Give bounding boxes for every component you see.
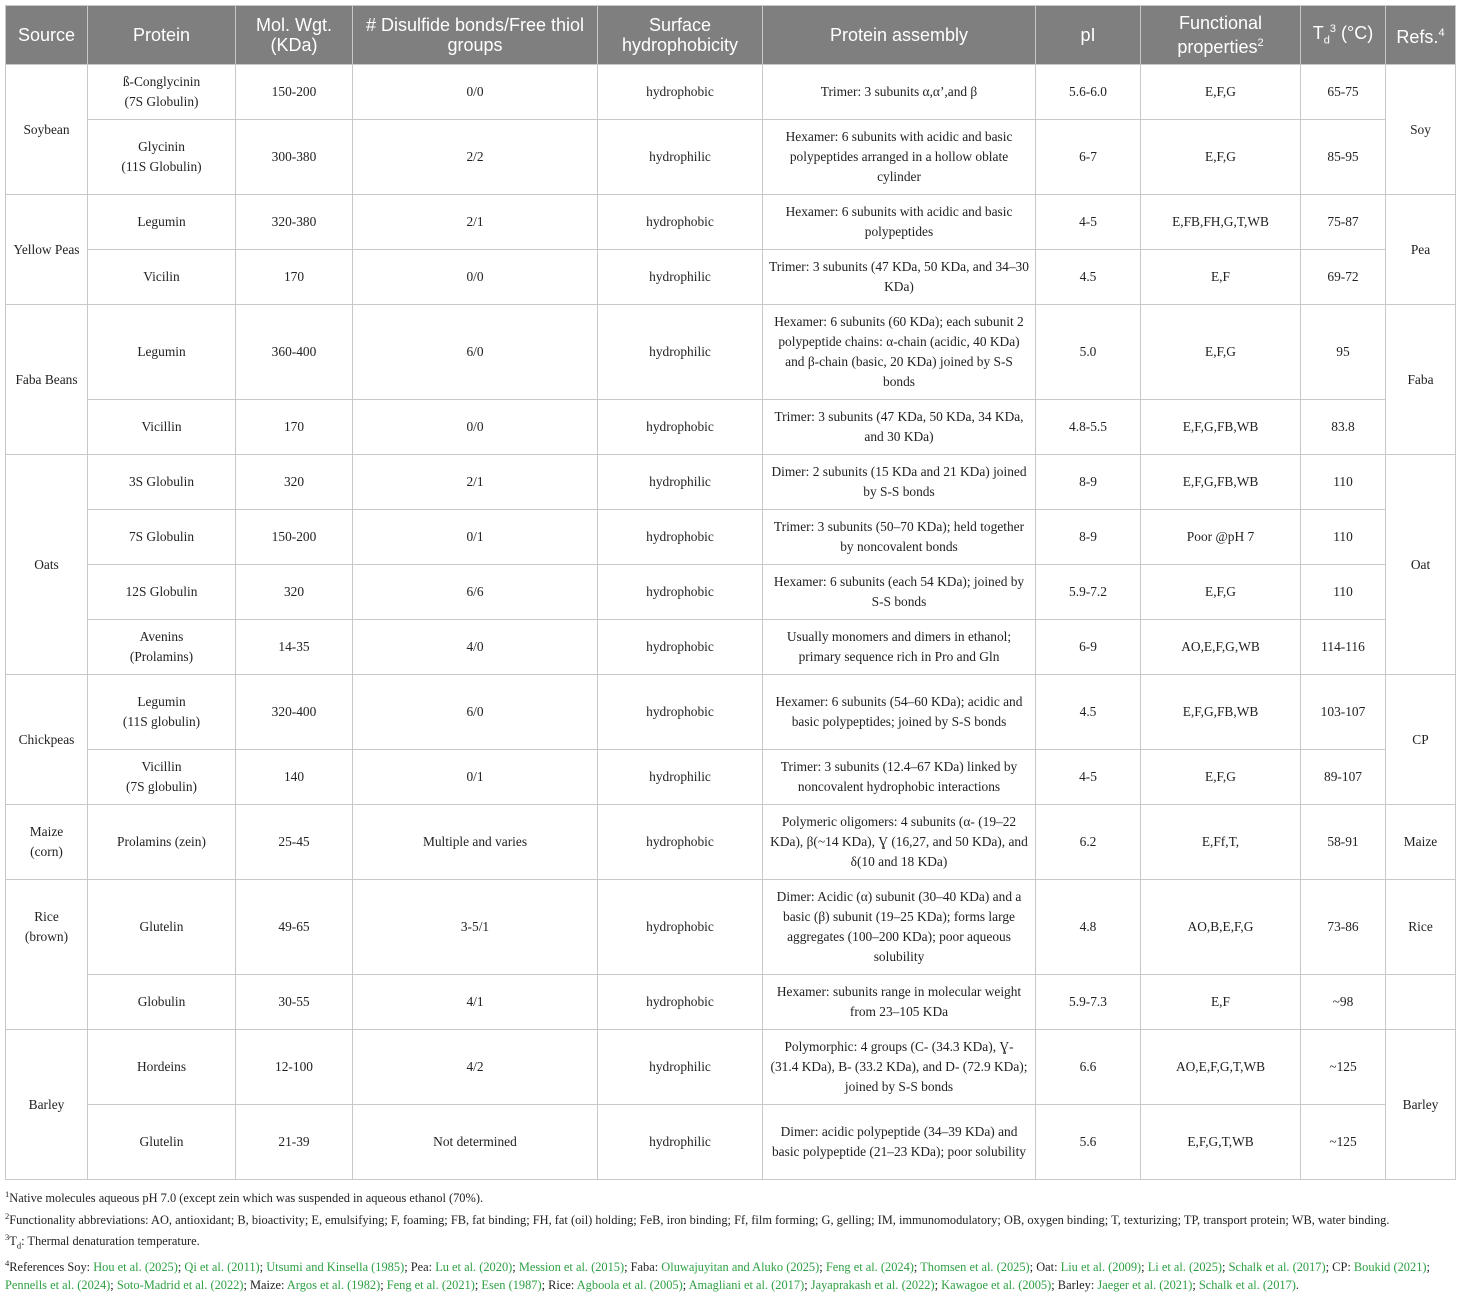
disulfide-cell: 6/6 (353, 565, 598, 620)
refs-cell: Pea (1386, 195, 1456, 305)
reference-link[interactable]: Esen (1987) (481, 1277, 542, 1292)
protein-cell: Prolamins (zein) (88, 805, 236, 880)
header-refs-text: Refs. (1396, 27, 1439, 47)
table-row (6, 455, 1456, 510)
td-cell: 83.8 (1301, 400, 1386, 455)
protein-cell: Globulin (88, 975, 236, 1030)
reference-link[interactable]: Liu et al. (2009) (1060, 1260, 1142, 1275)
disulfide-cell: 4/1 (353, 975, 598, 1030)
td-cell: 114-116 (1301, 620, 1386, 675)
pi-cell: 8-9 (1036, 455, 1141, 510)
td-cell: ~125 (1301, 1030, 1386, 1105)
protein-cell: Legumin (88, 305, 236, 400)
refs-cell: Maize (1386, 805, 1456, 880)
pi-cell: 6.2 (1036, 805, 1141, 880)
functional-cell: E,F,G,FB,WB (1141, 400, 1301, 455)
functional-cell: AO,B,E,F,G (1141, 880, 1301, 975)
pi-cell: 8-9 (1036, 510, 1141, 565)
assembly-cell: Dimer: 2 subunits (15 KDa and 21 KDa) joined by S-S bonds (763, 455, 1036, 510)
disulfide-cell: 2/1 (353, 195, 598, 250)
disulfide-cell: 0/0 (353, 250, 598, 305)
footnote-4-marker: 4 (5, 1258, 10, 1269)
protein-cell: Legumin (88, 195, 236, 250)
td-cell: 58-91 (1301, 805, 1386, 880)
table-row (6, 510, 1456, 565)
td-cell: 110 (1301, 455, 1386, 510)
table-footnotes (5, 1186, 1455, 1294)
td-cell: ~98 (1301, 975, 1386, 1030)
functional-cell: E,Ff,T, (1141, 805, 1301, 880)
refs-cell: Oat (1386, 455, 1456, 675)
source-cell: Yellow Peas (6, 195, 88, 305)
footnote-4: $^4$References Soy: Hou et al. (2025); Qi et al. (2011); Utsumi and Kinsella (1985); Pea: Lu et al. (2020); Mession et al. (2015); Faba: Oluwajuyitan and Aluko (2025); Feng et al. (2024); Thomsen et al. (2025); Oat: Liu et al. (2009); Li et al. (2025); Schalk et al. (2017); CP: Boukid (2021); Pennells et al. (2024); Soto-Madrid et al. (2022); Maize: Argos et al. (1982); Feng et al. (2021); Esen (1987); Rice: Agboola et al. (2005); Amagliani et al. (2017); Jayaprakash et al. (2022); Kawagoe et al. (2005); Barley: Jaeger et al. (2021); Schalk et al. (2017). (5, 1258, 1430, 1292)
footnote-3-t: T (9, 1234, 17, 1249)
mol-wgt-cell: 49-65 (236, 880, 353, 975)
refs-cp-label: ; CP: (1325, 1260, 1354, 1275)
header-protein: Protein (88, 6, 236, 65)
pi-cell: 5.6-6.0 (1036, 65, 1141, 120)
td-cell: 85-95 (1301, 120, 1386, 195)
assembly-cell: Hexamer: subunits range in molecular weight from 23–105 KDa (763, 975, 1036, 1030)
reference-link[interactable]: Hou et al. (2025) (93, 1260, 178, 1275)
mol-wgt-cell: 12-100 (236, 1030, 353, 1105)
disulfide-cell: 4/0 (353, 620, 598, 675)
header-functional-text: Functional properties (1177, 13, 1263, 57)
assembly-cell: Trimer: 3 subunits α,α’,and β (763, 65, 1036, 120)
reference-link[interactable]: Qi et al. (2011) (184, 1260, 260, 1275)
hydrophobicity-cell: hydrophobic (598, 620, 763, 675)
assembly-cell: Polymeric oligomers: 4 subunits (α- (19–22 KDa), β(~14 KDa), Ɣ (16,27, and 50 KDa), and δ(10 and 18 KDa) (763, 805, 1036, 880)
assembly-cell: Hexamer: 6 subunits (each 54 KDa); joined by S-S bonds (763, 565, 1036, 620)
refs-cell-empty (1386, 975, 1456, 1030)
reference-link[interactable]: Jaeger et al. (2021) (1097, 1277, 1193, 1292)
mol-wgt-cell: 140 (236, 750, 353, 805)
pi-cell: 5.9-7.2 (1036, 565, 1141, 620)
header-td-sup: 3 (1329, 23, 1337, 36)
reference-link[interactable]: Argos et al. (1982) (286, 1277, 381, 1292)
footnote-3-sub: d (16, 1240, 22, 1251)
td-cell: 110 (1301, 565, 1386, 620)
table-row (6, 565, 1456, 620)
hydrophobicity-cell: hydrophilic (598, 455, 763, 510)
pi-cell: 5.6 (1036, 1105, 1141, 1180)
protein-table (5, 5, 1456, 1180)
protein-cell: Legumin (11S globulin) (88, 675, 236, 750)
assembly-cell: Hexamer: 6 subunits (54–60 KDa); acidic and basic polypeptides; joined by S-S bonds (763, 675, 1036, 750)
footnote-2-marker: 2 (5, 1210, 10, 1221)
source-cell: Chickpeas (6, 675, 88, 805)
functional-cell: E,F,G (1141, 565, 1301, 620)
disulfide-cell: 0/1 (353, 510, 598, 565)
functional-cell: E,F (1141, 250, 1301, 305)
table-row (6, 1105, 1456, 1180)
header-mol-wgt: Mol. Wgt. (KDa) (236, 6, 353, 65)
disulfide-cell: 3-5/1 (353, 880, 598, 975)
mol-wgt-cell: 150-200 (236, 65, 353, 120)
hydrophobicity-cell: hydrophobic (598, 195, 763, 250)
table-row (6, 65, 1456, 120)
pi-cell: 4.8 (1036, 880, 1141, 975)
functional-cell: Poor @pH 7 (1141, 510, 1301, 565)
hydrophobicity-cell: hydrophobic (598, 510, 763, 565)
functional-cell: E,F,G,T,WB (1141, 1105, 1301, 1180)
assembly-cell: Trimer: 3 subunits (12.4–67 KDa) linked by noncovalent hydrophobic interactions (763, 750, 1036, 805)
mol-wgt-cell: 360-400 (236, 305, 353, 400)
header-pi: pI (1036, 6, 1141, 65)
hydrophobicity-cell: hydrophilic (598, 1105, 763, 1180)
hydrophobicity-cell: hydrophilic (598, 305, 763, 400)
assembly-cell: Usually monomers and dimers in ethanol; primary sequence rich in Pro and Gln (763, 620, 1036, 675)
reference-link[interactable]: Schalk et al. (2017) (1198, 1277, 1296, 1292)
protein-cell: 3S Globulin (88, 455, 236, 510)
td-cell: 103-107 (1301, 675, 1386, 750)
table-row (6, 675, 1456, 750)
header-refs (1386, 6, 1456, 65)
footnote-2 (5, 1208, 1455, 1230)
functional-cell: E,FB,FH,G,T,WB (1141, 195, 1301, 250)
reference-link[interactable]: Oluwajuyitan and Aluko (2025) (661, 1260, 820, 1275)
reference-link[interactable]: Boukid (2021) (1353, 1260, 1427, 1275)
hydrophobicity-cell: hydrophobic (598, 565, 763, 620)
refs-faba-label: ; Faba: (624, 1260, 662, 1275)
protein-cell: Vicillin (7S globulin) (88, 750, 236, 805)
hydrophobicity-cell: hydrophilic (598, 120, 763, 195)
footnote-3 (5, 1229, 1455, 1255)
protein-cell: Glutelin (88, 880, 236, 975)
header-td-unit: (°C) (1336, 23, 1374, 44)
refs-rice-label: ; Rice: (541, 1277, 577, 1292)
header-functional (1141, 6, 1301, 65)
reference-link[interactable]: Pennells et al. (2024) (5, 1277, 111, 1292)
assembly-cell: Trimer: 3 subunits (47 KDa, 50 KDa, 34 KDa, and 30 KDa) (763, 400, 1036, 455)
pi-cell: 6-9 (1036, 620, 1141, 675)
refs-soy-label: References Soy: (9, 1260, 94, 1275)
protein-cell: Hordeins (88, 1030, 236, 1105)
disulfide-cell: 2/1 (353, 455, 598, 510)
pi-cell: 4.5 (1036, 250, 1141, 305)
disulfide-cell: 2/2 (353, 120, 598, 195)
pi-cell: 4-5 (1036, 750, 1141, 805)
reference-link[interactable]: Li et al. (2025) (1147, 1260, 1223, 1275)
header-td-t: T (1312, 23, 1324, 44)
table-row (6, 195, 1456, 250)
source-cell: Rice (brown) (6, 880, 88, 1030)
refs-maize-label: ; Maize: (243, 1277, 287, 1292)
hydrophobicity-cell: hydrophilic (598, 250, 763, 305)
pi-cell: 4.5 (1036, 675, 1141, 750)
functional-cell: E,F,G (1141, 750, 1301, 805)
assembly-cell: Polymorphic: 4 groups (C- (34.3 KDa), Ɣ- (31.4 KDa), B- (33.2 KDa), and D- (72.9 KDa); joined by S-S bonds (763, 1030, 1036, 1105)
refs-cell: Rice (1386, 880, 1456, 975)
refs-cell: CP (1386, 675, 1456, 805)
functional-cell: E,F,G,FB,WB (1141, 455, 1301, 510)
disulfide-cell: 0/0 (353, 400, 598, 455)
refs-cell: Soy (1386, 65, 1456, 195)
reference-link[interactable]: Lu et al. (2020) (435, 1260, 513, 1275)
pi-cell: 6.6 (1036, 1030, 1141, 1105)
assembly-cell: Hexamer: 6 subunits with acidic and basic polypeptides (763, 195, 1036, 250)
refs-cell: Barley (1386, 1030, 1456, 1180)
refs-oat-label: ; Oat: (1029, 1260, 1061, 1275)
protein-cell: Vicillin (88, 400, 236, 455)
disulfide-cell: 6/0 (353, 305, 598, 400)
td-cell: 73-86 (1301, 880, 1386, 975)
mol-wgt-cell: 21-39 (236, 1105, 353, 1180)
td-cell: ~125 (1301, 1105, 1386, 1180)
assembly-cell: Hexamer: 6 subunits with acidic and basic polypeptides arranged in a hollow oblate cylinder (763, 120, 1036, 195)
reference-link[interactable]: Feng et al. (2024) (825, 1260, 914, 1275)
refs-end: . (1295, 1277, 1300, 1292)
table-container (5, 5, 1455, 1294)
functional-cell: AO,E,F,G,WB (1141, 620, 1301, 675)
td-cell: 69-72 (1301, 250, 1386, 305)
reference-link[interactable]: Mession et al. (2015) (518, 1260, 625, 1275)
assembly-cell: Dimer: acidic polypeptide (34–39 KDa) and basic polypeptide (21–23 KDa); poor solubility (763, 1105, 1036, 1180)
assembly-cell: Trimer: 3 subunits (50–70 KDa); held together by noncovalent bonds (763, 510, 1036, 565)
source-cell: Oats (6, 455, 88, 675)
hydrophobicity-cell: hydrophobic (598, 805, 763, 880)
hydrophobicity-cell: hydrophilic (598, 1030, 763, 1105)
protein-cell: Glutelin (88, 1105, 236, 1180)
header-source: Source (6, 6, 88, 65)
reference-link[interactable]: Amagliani et al. (2017) (688, 1277, 805, 1292)
footnote-3-text: : Thermal denaturation temperature. (21, 1234, 200, 1249)
assembly-cell: Trimer: 3 subunits (47 KDa, 50 KDa, and 34–30 KDa) (763, 250, 1036, 305)
source-cell: Soybean (6, 65, 88, 195)
pi-cell: 6-7 (1036, 120, 1141, 195)
mol-wgt-cell: 25-45 (236, 805, 353, 880)
header-assembly: Protein assembly (763, 6, 1036, 65)
td-cell: 95 (1301, 305, 1386, 400)
functional-cell: E,F,G,FB,WB (1141, 675, 1301, 750)
hydrophobicity-cell: hydrophobic (598, 400, 763, 455)
pi-cell: 5.9-7.3 (1036, 975, 1141, 1030)
reference-link[interactable]: Kawagoe et al. (2005) (941, 1277, 1052, 1292)
refs-barley-label: ; Barley: (1051, 1277, 1098, 1292)
reference-link[interactable]: Feng et al. (2021) (386, 1277, 475, 1292)
footnote-1 (5, 1186, 1455, 1208)
mol-wgt-cell: 150-200 (236, 510, 353, 565)
header-td (1301, 6, 1386, 65)
table-row (6, 120, 1456, 195)
assembly-cell: Hexamer: 6 subunits (60 KDa); each subunit 2 polypeptide chains: α-chain (acidic, 40 KDa) and β-chain (basic, 20 KDa) joined by S-S bonds (763, 305, 1036, 400)
disulfide-cell: 6/0 (353, 675, 598, 750)
mol-wgt-cell: 14-35 (236, 620, 353, 675)
table-row (6, 250, 1456, 305)
header-td-sub: d (1323, 34, 1330, 47)
disulfide-cell: 0/1 (353, 750, 598, 805)
functional-cell: E,F,G (1141, 305, 1301, 400)
table-row (6, 750, 1456, 805)
table-row (6, 400, 1456, 455)
td-cell: 110 (1301, 510, 1386, 565)
functional-cell: E,F (1141, 975, 1301, 1030)
mol-wgt-cell: 300-380 (236, 120, 353, 195)
source-cell: Maize (corn) (6, 805, 88, 880)
table-row (6, 1030, 1456, 1105)
mol-wgt-cell: 320 (236, 455, 353, 510)
source-cell: Faba Beans (6, 305, 88, 455)
refs-cell: Faba (1386, 305, 1456, 455)
disulfide-cell: Not determined (353, 1105, 598, 1180)
td-cell: 65-75 (1301, 65, 1386, 120)
reference-link[interactable]: Thomsen et al. (2025) (920, 1260, 1030, 1275)
refs-pea-label: ; Pea: (404, 1260, 436, 1275)
table-row (6, 305, 1456, 400)
protein-cell: 7S Globulin (88, 510, 236, 565)
functional-cell: E,F,G (1141, 65, 1301, 120)
footnote-2-text: Functionality abbreviations: AO, antioxidant; B, bioactivity; E, emulsifying; F, foaming; FB, fat binding; FH, fat (oil) holding; FeB, iron binding; Ff, film forming; G, gelling; IM, immunomodulatory; OB, oxygen binding; T, texturizing; TP, transport protein; WB, water binding. (9, 1212, 1390, 1227)
reference-link[interactable]: Jayaprakash et al. (2022) (810, 1277, 935, 1292)
disulfide-cell: Multiple and varies (353, 805, 598, 880)
hydrophobicity-cell: hydrophobic (598, 880, 763, 975)
header-disulfide: # Disulfide bonds/Free thiol groups (353, 6, 598, 65)
footnote-3-marker: 3 (5, 1232, 10, 1243)
hydrophobicity-cell: hydrophilic (598, 750, 763, 805)
reference-link[interactable]: Soto-Madrid et al. (2022) (116, 1277, 244, 1292)
disulfide-cell: 0/0 (353, 65, 598, 120)
functional-cell: E,F,G (1141, 120, 1301, 195)
mol-wgt-cell: 320-380 (236, 195, 353, 250)
protein-cell: 12S Globulin (88, 565, 236, 620)
hydrophobicity-cell: hydrophobic (598, 975, 763, 1030)
source-cell: Barley (6, 1030, 88, 1180)
hydrophobicity-cell: hydrophobic (598, 675, 763, 750)
table-row (6, 620, 1456, 675)
pi-cell: 4.8-5.5 (1036, 400, 1141, 455)
functional-cell: AO,E,F,G,T,WB (1141, 1030, 1301, 1105)
td-cell: 89-107 (1301, 750, 1386, 805)
td-cell: 75-87 (1301, 195, 1386, 250)
assembly-cell: Dimer: Acidic (α) subunit (30–40 KDa) and a basic (β) subunit (19–25 KDa); forms large aggregates (100–200 KDa); poor aqueous solubility (763, 880, 1036, 975)
footnote-1-marker: 1 (5, 1189, 10, 1199)
header-hydrophobicity: Surface hydrophobicity (598, 6, 763, 65)
table-row (6, 880, 1456, 975)
pi-cell: 5.0 (1036, 305, 1141, 400)
hydrophobicity-cell: hydrophobic (598, 65, 763, 120)
protein-cell: Avenins (Prolamins) (88, 620, 236, 675)
table-row (6, 975, 1456, 1030)
protein-cell: Glycinin (11S Globulin) (88, 120, 236, 195)
mol-wgt-cell: 320 (236, 565, 353, 620)
reference-link[interactable]: Schalk et al. (2017) (1228, 1260, 1326, 1275)
protein-cell: ß-Conglycinin (7S Globulin) (88, 65, 236, 120)
table-header-row (6, 6, 1456, 65)
header-functional-sup: 2 (1257, 37, 1264, 49)
mol-wgt-cell: 170 (236, 250, 353, 305)
table-row (6, 805, 1456, 880)
disulfide-cell: 4/2 (353, 1030, 598, 1105)
mol-wgt-cell: 170 (236, 400, 353, 455)
reference-link[interactable]: Agboola et al. (2005) (576, 1277, 683, 1292)
footnote-1-text: Native molecules aqueous pH 7.0 (except zein which was suspended in aqueous ethanol (70%). (9, 1191, 484, 1206)
reference-link[interactable]: Utsumi and Kinsella (1985) (266, 1260, 405, 1275)
header-refs-sup: 4 (1438, 27, 1445, 39)
pi-cell: 4-5 (1036, 195, 1141, 250)
mol-wgt-cell: 30-55 (236, 975, 353, 1030)
mol-wgt-cell: 320-400 (236, 675, 353, 750)
protein-cell: Vicilin (88, 250, 236, 305)
